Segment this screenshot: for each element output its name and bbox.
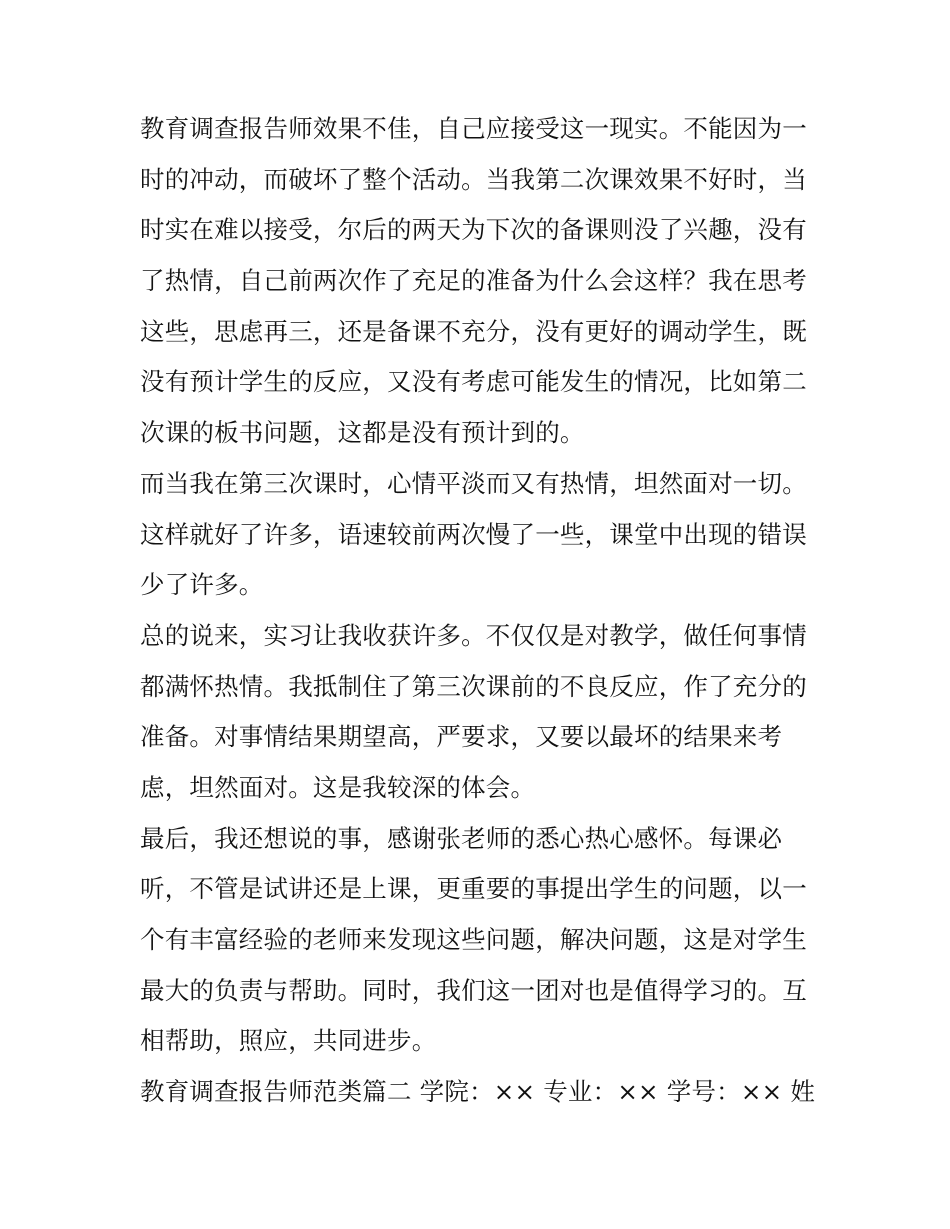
text-line: 准备。对事情结果期望高，严要求，又要以最坏的结果来考 (140, 722, 783, 752)
text-line: 没有预计学生的反应，又没有考虑可能发生的情况，比如第二 (140, 367, 807, 397)
text-line: 时实在难以接受，尔后的两天为下次的备课则没了兴趣，没有 (140, 215, 807, 245)
text-line: 时的冲动，而破坏了整个活动。当我第二次课效果不好时，当 (140, 164, 807, 194)
text-line: 虑，坦然面对。这是我较深的体会。 (140, 772, 536, 802)
text-line: 这样就好了许多，语速较前两次慢了一些，课堂中出现的错误 (140, 519, 807, 549)
text-line: 了热情，自己前两次作了充足的准备为什么会这样？我在思考 (140, 266, 807, 296)
text-line: 都满怀热情。我抵制住了第三次课前的不良反应，作了充分的 (140, 671, 807, 701)
text-line: 听，不管是试讲还是上课，更重要的事提出学生的问题，以一 (140, 874, 807, 904)
document-body (140, 104, 820, 1118)
text-line: 总的说来，实习让我收获许多。不仅仅是对教学，做任何事情 (140, 620, 807, 650)
text-line: 次课的板书问题，这都是没有预计到的。 (140, 418, 585, 448)
text-line: 最后，我还想说的事，感谢张老师的悉心热心感怀。每课必 (140, 823, 783, 853)
text-line: 个有丰富经验的老师来发现这些问题，解决问题，这是对学生 (140, 925, 807, 954)
text-line: 相帮助，照应，共同进步。 (140, 1026, 437, 1056)
text-line: 而当我在第三次课时，心情平淡而又有热情，坦然面对一切。 (140, 468, 807, 498)
text-line: 最大的负责与帮助。同时，我们这一团对也是值得学习的。互 (140, 975, 807, 1005)
text-line: 教育调查报告师效果不佳，自己应接受这一现实。不能因为一 (140, 114, 807, 143)
text-line: 这些，思虑再三，还是备课不充分，没有更好的调动学生，既 (140, 316, 807, 346)
text-line: 教育调查报告师范类篇二 学院：×× 专业：×× 学号：×× 姓 (140, 1077, 816, 1107)
text-line: 少了许多。 (140, 570, 264, 600)
